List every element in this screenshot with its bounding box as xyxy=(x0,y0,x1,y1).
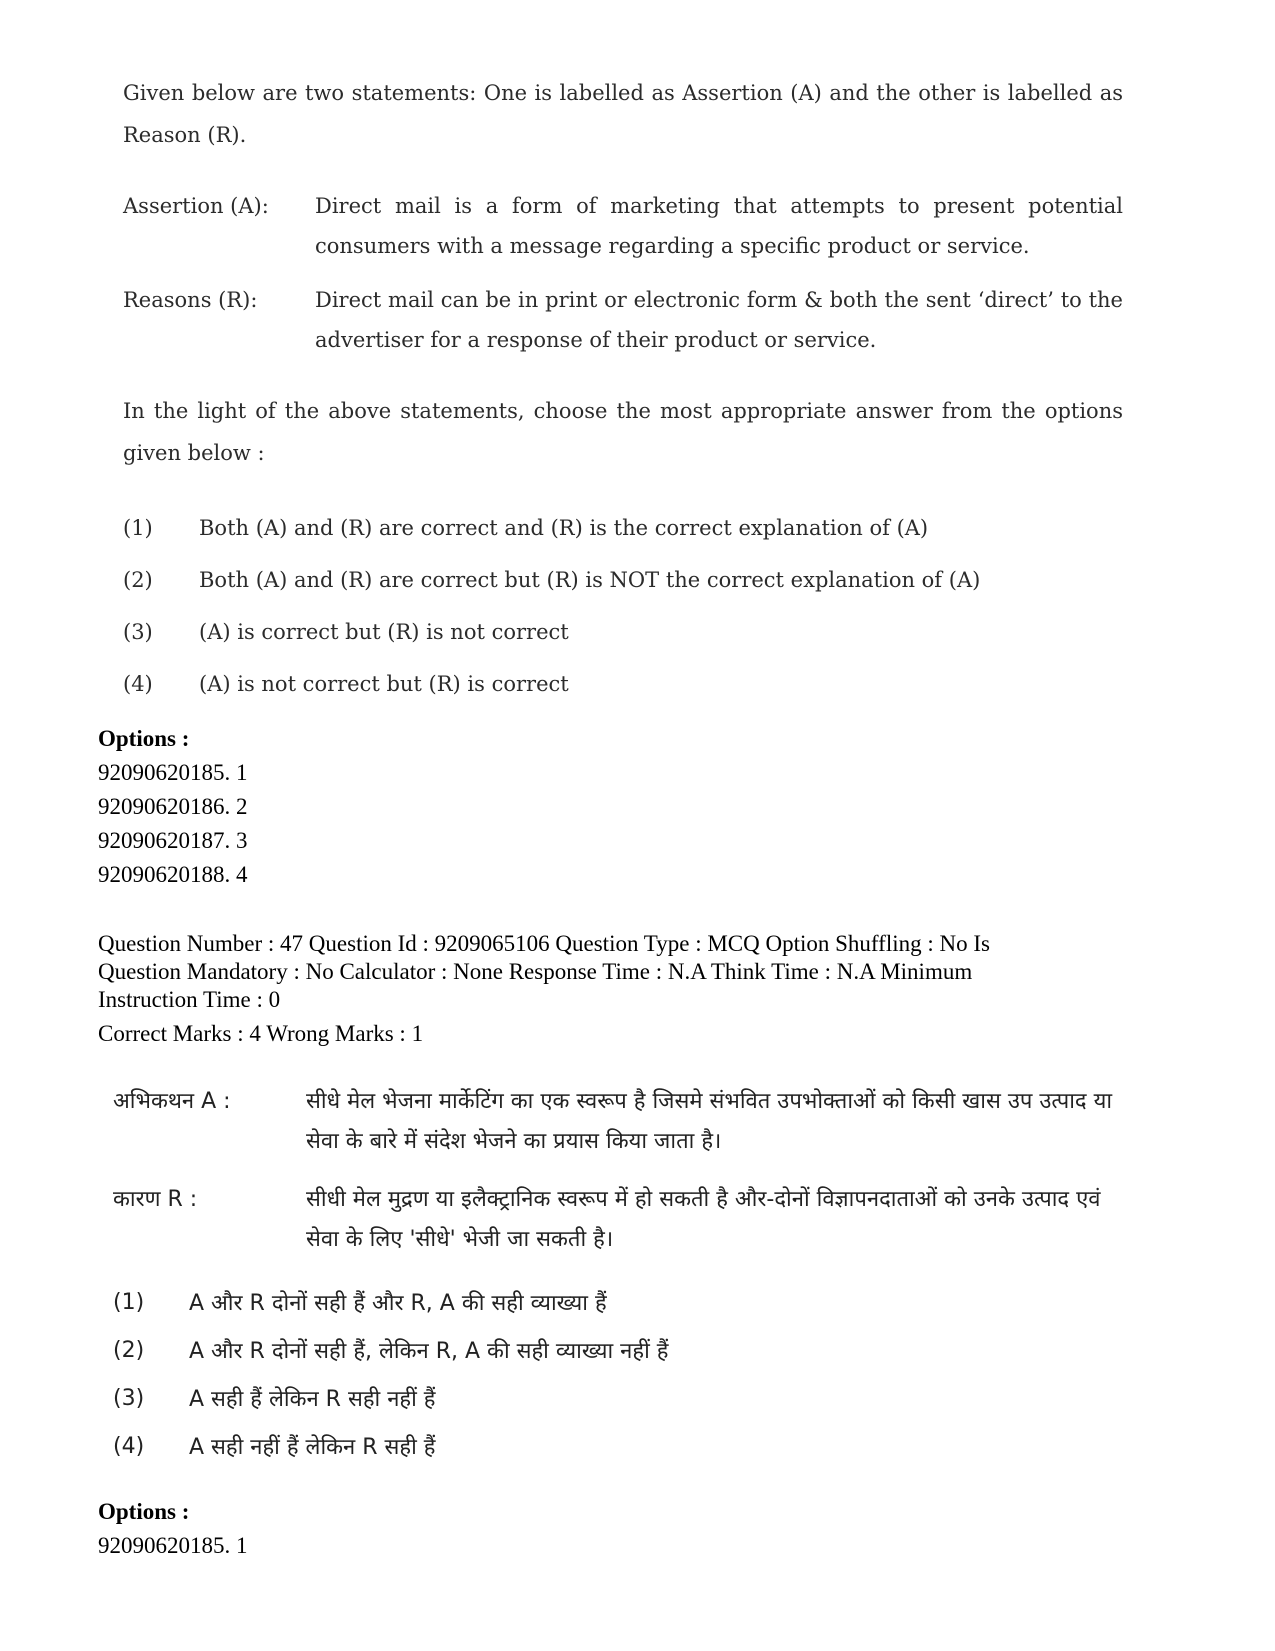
option-id: 92090620188. 4 xyxy=(98,862,248,887)
question-meta-line: Question Mandatory : No Calculator : None Response Time : N.A Think Time : N.A Minimum xyxy=(98,959,973,984)
choice-number: (1) xyxy=(113,1289,145,1315)
option-id: 92090620187. 3 xyxy=(98,828,248,853)
choice-number: (1) xyxy=(123,516,153,540)
choice-text: (A) is not correct but (R) is correct xyxy=(199,672,569,696)
option-id-list xyxy=(98,1529,248,1563)
options-heading: Options : xyxy=(98,726,190,751)
question-meta-line: Instruction Time : 0 xyxy=(98,987,281,1012)
answer-choice xyxy=(123,554,1123,606)
answer-choice xyxy=(113,1278,1113,1326)
choice-text: Both (A) and (R) are correct and (R) is the correct explanation of (A) xyxy=(199,516,929,540)
answer-choice xyxy=(113,1422,1113,1470)
choice-number: (2) xyxy=(123,568,153,592)
assertion-text: Direct mail is a form of marketing that attempts to present potential consumers with a message regarding a specific product or service. xyxy=(315,194,1123,258)
assertion-text: सीधे मेल भेजना मार्केटिंग का एक स्वरूप है जिसमे संभवित उपभोक्ताओं को किसी खास उप उत्पाद या सेवा के बारे में संदेश भेजने का प्रयास किया जाता है। xyxy=(306,1089,1113,1154)
question-46-english xyxy=(123,72,1123,710)
assertion-statement xyxy=(113,1082,1113,1162)
reason-statement xyxy=(113,1180,1113,1260)
question-46-options xyxy=(98,722,248,892)
assertion-label: अभिकथन A : xyxy=(113,1089,231,1114)
option-id: 92090620185. 1 xyxy=(98,1533,248,1558)
option-id: 92090620186. 2 xyxy=(98,794,248,819)
choice-number: (3) xyxy=(113,1385,145,1411)
choice-text: A और R दोनों सही हैं और R, A की सही व्याख्या हैं xyxy=(189,1291,607,1316)
question-instruction: In the light of the above statements, choose the most appropriate answer from the options given below : xyxy=(123,399,1123,465)
answer-choice xyxy=(113,1326,1113,1374)
choice-text: (A) is correct but (R) is not correct xyxy=(199,620,569,644)
reason-label: कारण R : xyxy=(113,1187,198,1212)
assertion-label: Assertion (A): xyxy=(123,194,269,218)
question-meta-line: Question Number : 47 Question Id : 9209065106 Question Type : MCQ Option Shuffling : No Is xyxy=(98,931,990,956)
question-47-hindi xyxy=(113,1082,1113,1470)
answer-choices xyxy=(123,502,1123,710)
answer-choice xyxy=(123,606,1123,658)
reason-text: Direct mail can be in print or electronic form & both the sent ‘direct’ to the advertiser for a response of their product or service. xyxy=(315,288,1123,352)
options-heading: Options : xyxy=(98,1499,190,1524)
reason-statement xyxy=(123,280,1123,360)
question-47-options xyxy=(98,1495,248,1563)
reason-label: Reasons (R): xyxy=(123,288,258,312)
choice-number: (3) xyxy=(123,620,153,644)
answer-choice xyxy=(113,1374,1113,1422)
answer-choice xyxy=(123,502,1123,554)
choice-number: (4) xyxy=(113,1433,145,1459)
question-intro: Given below are two statements: One is labelled as Assertion (A) and the other is labelled as Reason (R). xyxy=(123,81,1123,147)
choice-number: (4) xyxy=(123,672,153,696)
assertion-statement xyxy=(123,186,1123,266)
choice-text: A और R दोनों सही हैं, लेकिन R, A की सही व्याख्या नहीं हैं xyxy=(189,1339,669,1364)
choice-number: (2) xyxy=(113,1337,145,1363)
choice-text: A सही नहीं हैं लेकिन R सही हैं xyxy=(189,1435,436,1460)
question-47-meta xyxy=(98,930,990,1048)
answer-choice xyxy=(123,658,1123,710)
choice-text: A सही हैं लेकिन R सही नहीं हैं xyxy=(189,1387,436,1412)
question-marks: Correct Marks : 4 Wrong Marks : 1 xyxy=(98,1021,424,1046)
answer-choices xyxy=(113,1278,1113,1470)
choice-text: Both (A) and (R) are correct but (R) is NOT the correct explanation of (A) xyxy=(199,568,981,592)
option-id: 92090620185. 1 xyxy=(98,760,248,785)
reason-text: सीधी मेल मुद्रण या इलैक्ट्रानिक स्वरूप में हो सकती है और-दोनों विज्ञापनदाताओं को उनके उत्पाद एवं सेवा के लिए 'सीधे' भेजी जा सकती है। xyxy=(306,1187,1101,1252)
option-id-list xyxy=(98,756,248,892)
